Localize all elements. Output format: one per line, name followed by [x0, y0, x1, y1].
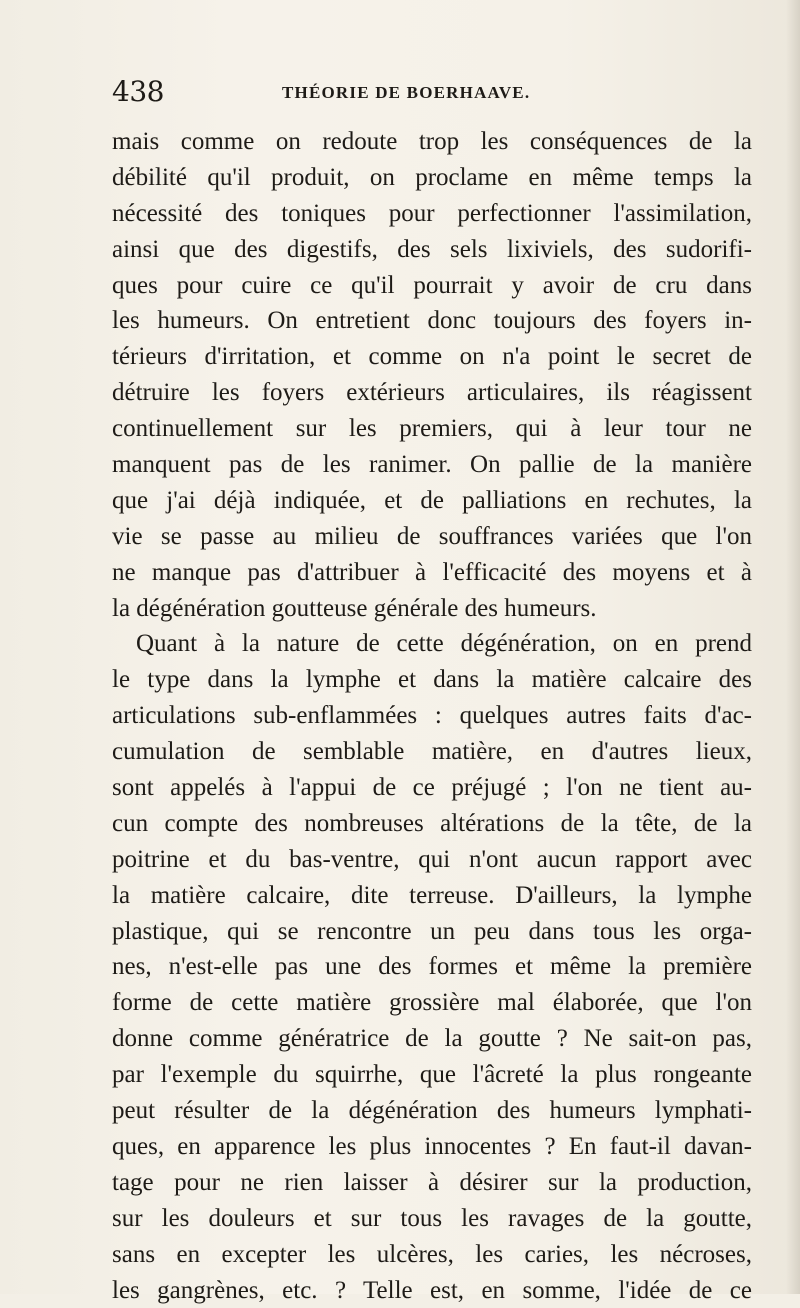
- text-line: cumulation de semblable matière, en d'autres lieux,: [112, 734, 752, 770]
- text-line: cun compte des nombreuses altérations de la tête, de la: [112, 806, 752, 842]
- text-line: poitrine et du bas-ventre, qui n'ont aucun rapport avec: [112, 842, 752, 878]
- text-line: vie se passe au milieu de souffrances variées que l'on: [112, 519, 752, 555]
- text-line: débilité qu'il produit, on proclame en même temps la: [112, 160, 752, 196]
- text-line: ne manque pas d'attribuer à l'efficacité des moyens et à: [112, 555, 752, 591]
- text-line: continuellement sur les premiers, qui à leur tour ne: [112, 411, 752, 447]
- text-line: les humeurs. On entretient donc toujours des foyers in-: [112, 303, 752, 339]
- text-line: articulations sub-enflammées : quelques autres faits d'ac-: [112, 698, 752, 734]
- text-line: les gangrènes, etc. ? Telle est, en somme, l'idée de ce: [112, 1273, 752, 1308]
- page-edge-shadow: [786, 0, 800, 1294]
- page-header: [112, 72, 740, 112]
- text-line: nécessité des toniques pour perfectionner l'assimilation,: [112, 196, 752, 232]
- text-line: ques, en apparence les plus innocentes ? En faut-il davan-: [112, 1129, 752, 1165]
- text-line: térieurs d'irritation, et comme on n'a point le secret de: [112, 339, 752, 375]
- text-line: tage pour ne rien laisser à désirer sur la production,: [112, 1165, 752, 1201]
- text-line: sont appelés à l'appui de ce préjugé ; l'on ne tient au-: [112, 770, 752, 806]
- text-line: forme de cette matière grossière mal élaborée, que l'on: [112, 985, 752, 1021]
- text-line: la dégénération goutteuse générale des humeurs.: [112, 591, 752, 627]
- page-number: 438: [112, 72, 164, 112]
- text-line: nes, n'est-elle pas une des formes et même la première: [112, 949, 752, 985]
- text-line: le type dans la lymphe et dans la matière calcaire des: [112, 662, 752, 698]
- text-line: donne comme génératrice de la goutte ? Ne sait-on pas,: [112, 1021, 752, 1057]
- text-line: par l'exemple du squirrhe, que l'âcreté la plus rongeante: [112, 1057, 752, 1093]
- text-line: ques pour cuire ce qu'il pourrait y avoir de cru dans: [112, 268, 752, 304]
- text-line: mais comme on redoute trop les conséquences de la: [112, 124, 752, 160]
- text-line: ainsi que des digestifs, des sels lixiviels, des sudorifi-: [112, 232, 752, 268]
- running-title: THÉORIE DE BOERHAAVE.: [282, 81, 530, 105]
- text-line: plastique, qui se rencontre un peu dans tous les orga-: [112, 914, 752, 950]
- text-line: Quant à la nature de cette dégénération, on en prend: [112, 626, 752, 662]
- text-line: sur les douleurs et sur tous les ravages de la goutte,: [112, 1201, 752, 1237]
- text-line: détruire les foyers extérieurs articulaires, ils réagissent: [112, 375, 752, 411]
- text-line: sans en excepter les ulcères, les caries, les nécroses,: [112, 1237, 752, 1273]
- text-line: manquent pas de les ranimer. On pallie de la manière: [112, 447, 752, 483]
- text-line: peut résulter de la dégénération des humeurs lymphati-: [112, 1093, 752, 1129]
- body-text: [112, 124, 752, 1308]
- text-line: que j'ai déjà indiquée, et de palliations en rechutes, la: [112, 483, 752, 519]
- text-line: la matière calcaire, dite terreuse. D'ailleurs, la lymphe: [112, 878, 752, 914]
